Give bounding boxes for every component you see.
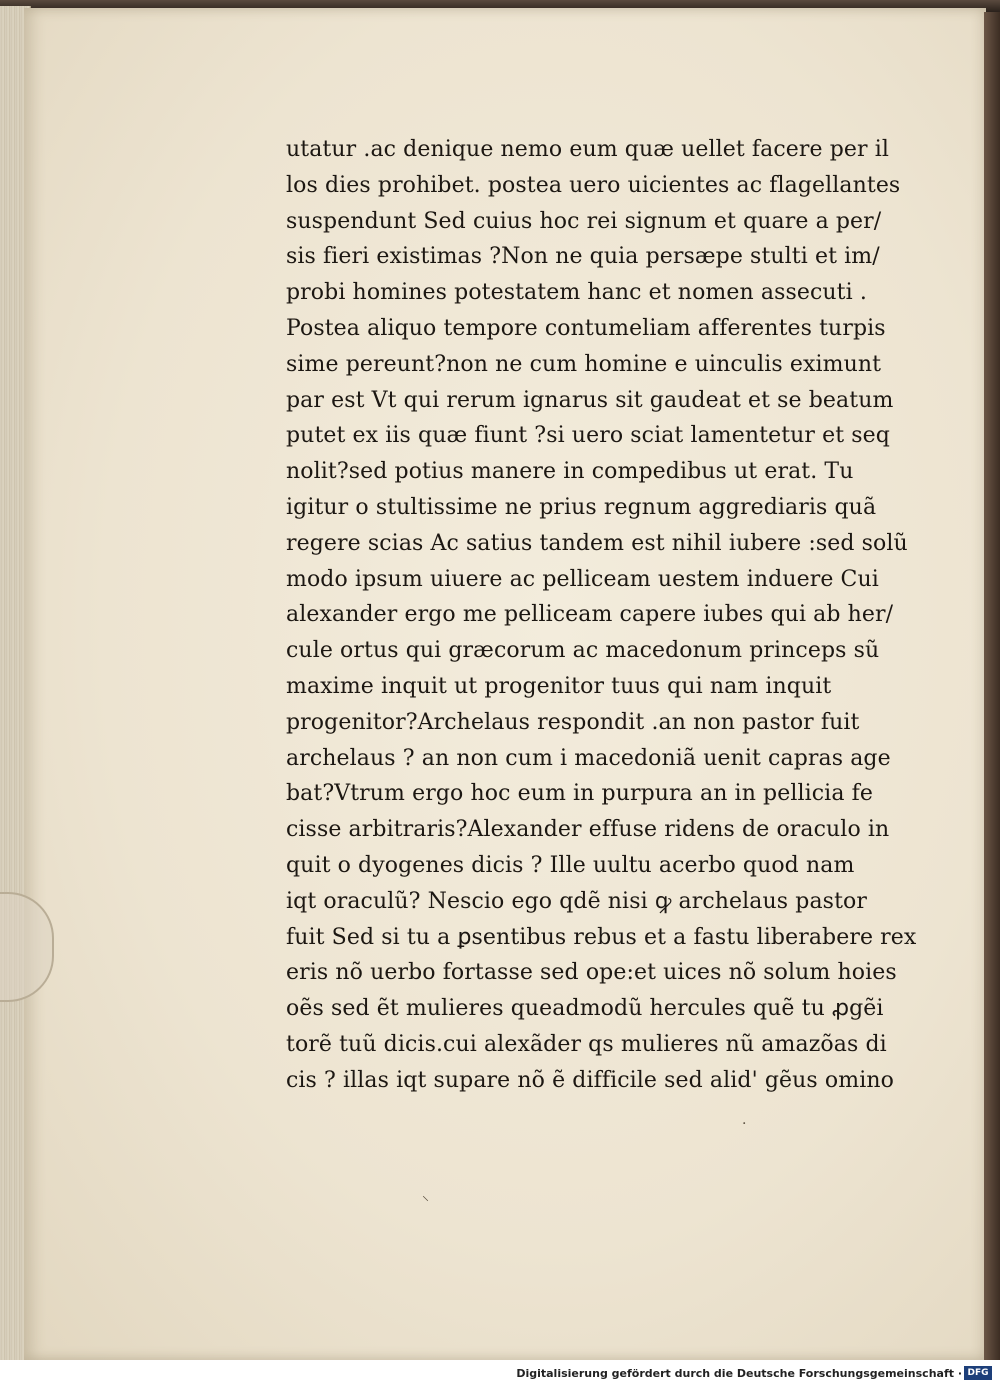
text-line: quit o dyogenes dicis ? Ille uultu acerbo quod nam [286, 852, 855, 878]
text-line: eris nõ uerbo fortasse sed ope:et uices nõ solum hoies [286, 960, 897, 986]
dfg-logo: DFG [964, 1366, 992, 1380]
text-line: modo ipsum uiuere ac pelliceam uestem induere Cui [286, 566, 879, 592]
text-line: probi homines potestatem hanc et nomen assecuti . [286, 280, 867, 306]
text-line: sis fieri existimas ?Non ne quia persæpe stulti et im/ [286, 244, 880, 270]
text-line: oẽs sed ẽt mulieres queadmodũ hercules quẽ tu ꝓgẽi [286, 996, 884, 1022]
text-line: cule ortus qui græcorum ac macedonum princeps sũ [286, 638, 880, 664]
text-line: fuit Sed si tu a ꝑsentibus rebus et a fastu liberabere rex [286, 924, 917, 950]
text-block [286, 132, 926, 1099]
text-line: regere scias Ac satius tandem est nihil iubere :sed solũ [286, 530, 908, 556]
text-line: archelaus ? an non cum i macedoniã uenit capras age [286, 745, 891, 771]
text-line: igitur o stultissime ne prius regnum aggrediaris quã [286, 494, 877, 520]
text-line: nolit?sed potius manere in compedibus ut erat. Tu [286, 459, 854, 485]
text-line: cisse arbitraris?Alexander effuse ridens de oraculo in [286, 817, 890, 843]
stray-dot: · [742, 1116, 747, 1132]
text-line: Postea aliquo tempore contumeliam afferentes turpis [286, 315, 886, 341]
text-line: alexander ergo me pelliceam capere iubes qui ab her/ [286, 602, 894, 628]
text-line: los dies prohibet. postea uero uicientes ac flagellantes [286, 172, 901, 198]
text-line: suspendunt Sed cuius hoc rei signum et quare a per/ [286, 208, 882, 234]
text-line: putet ex iis quæ fiunt ?si uero sciat lamentetur et seq [286, 423, 890, 449]
text-line: maxime inquit ut progenitor tuus qui nam inquit [286, 673, 832, 699]
text-line: progenitor?Archelaus respondit .an non pastor fuit [286, 709, 860, 735]
binding-edge [984, 12, 1000, 1360]
stray-mark: ⸜ [422, 1188, 429, 1204]
footer-credit: Digitalisierung gefördert durch die Deutsche Forschungsgemeinschaft · [516, 1367, 962, 1380]
text-line: sime pereunt?non ne cum homine e uinculis eximunt [286, 351, 882, 377]
text-line: bat?Vtrum ergo hoc eum in purpura an in pellicia fe [286, 781, 873, 807]
text-line: utatur .ac denique nemo eum quæ uellet facere per il [286, 137, 890, 162]
text-line: iqt oraculũ? Nescio ego qdẽ nisi ꝙ archelaus pastor [286, 888, 867, 914]
text-line: torẽ tuũ dicis.cui alexãder qs mulieres nũ amazõas di [286, 1031, 887, 1057]
text-line: par est Vt qui rerum ignarus sit gaudeat et se beatum [286, 387, 894, 413]
text-line: cis ? illas iqt supare nõ ẽ difficile sed alid' gẽus omino [286, 1067, 894, 1093]
